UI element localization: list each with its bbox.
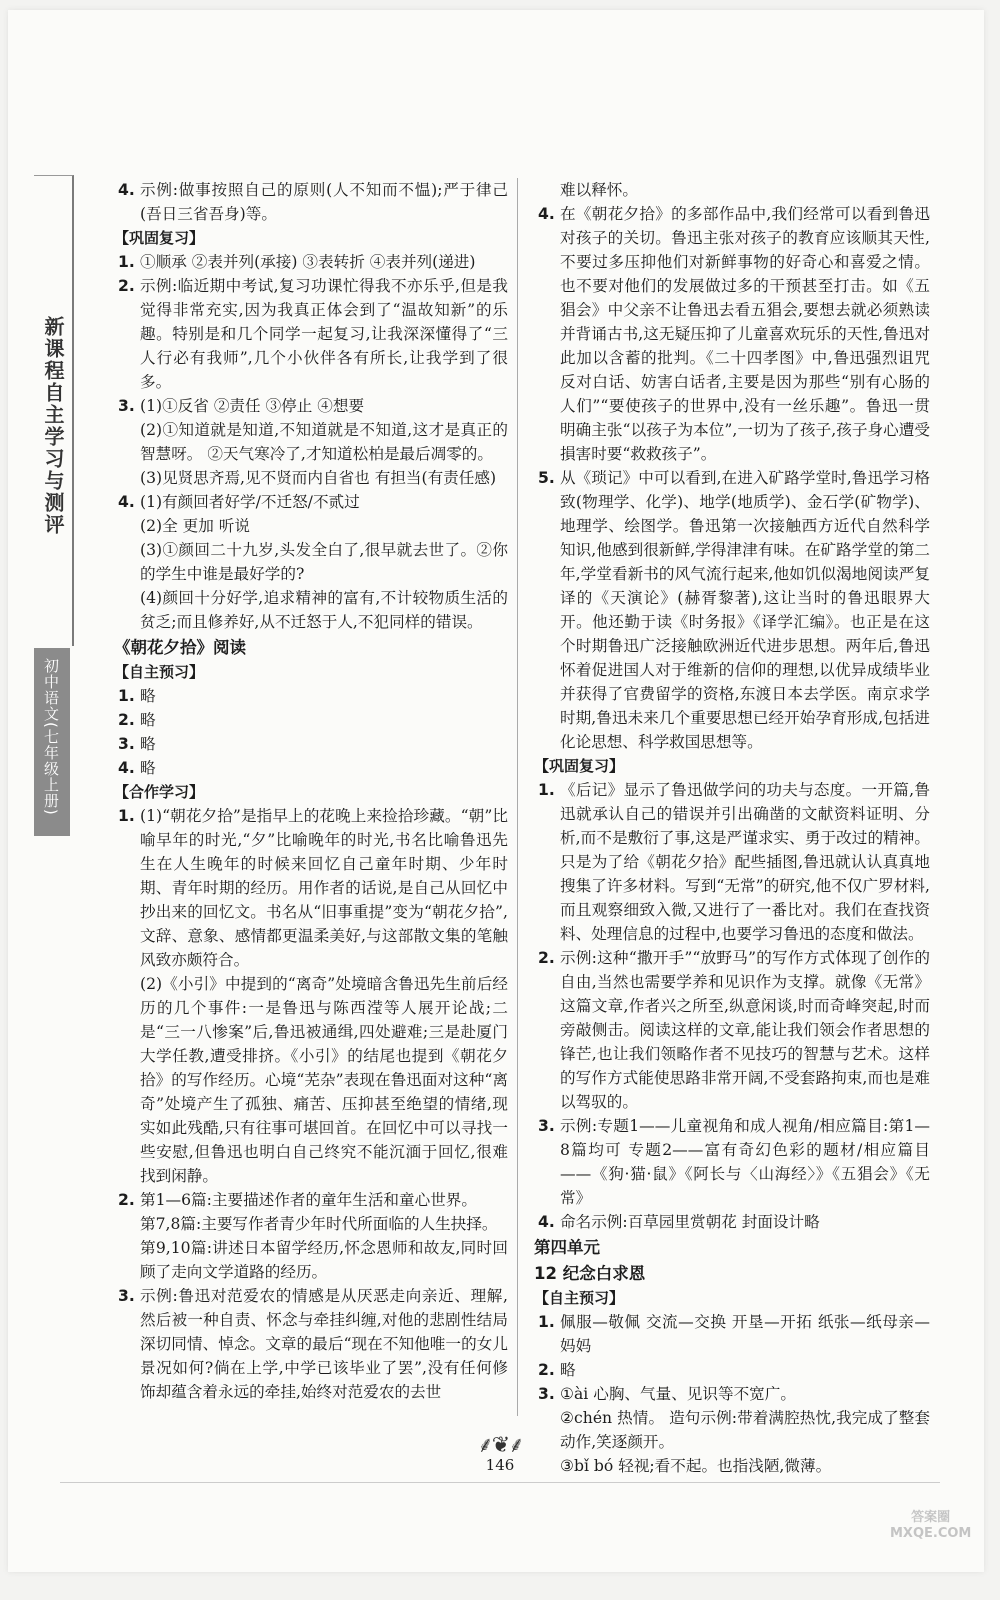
item-number: 4.: [118, 759, 135, 777]
item-number: 3.: [118, 735, 135, 753]
answer-item: [534, 778, 930, 946]
answer-item: [534, 1358, 930, 1382]
answer-item: [114, 250, 508, 274]
item-number: 2.: [538, 949, 555, 967]
subject-side-tab: [34, 648, 70, 836]
section-heading: 【自主预习】: [534, 1289, 625, 1307]
item-text: 示例:临近期中考试,复习功课忙得我不亦乐乎,但是我觉得非常充实,因为我真正体会到了“温故知新”的乐趣。特别是和几个同学一起复习,让我深深懂得了“三人行必有我师”,几个小伙伴各有所长,让我学到了很多。: [140, 277, 508, 391]
answer-item: [534, 202, 930, 466]
sub-answer: ③bǐ bó 轻视;看不起。也指浅陋,微薄。: [560, 1457, 832, 1475]
item-text: 略: [140, 735, 156, 753]
item-number: 1.: [118, 253, 135, 271]
series-side-tab: [34, 175, 74, 646]
answer-item: [114, 490, 508, 514]
answer-item: [534, 1114, 930, 1210]
answer-item: [114, 684, 508, 708]
sub-answer: ②chén 热情。 造句示例:带着满腔热忱,我完成了整套动作,笑逐颜开。: [560, 1409, 930, 1451]
section-heading: 【合作学习】: [114, 783, 205, 801]
right-column: [534, 178, 930, 1478]
item-text: 示例:这种“撒开手”“放野马”的写作方式体现了创作的自由,当然也需要学养和见识作为支撑。就像《无常》这篇文章,作者兴之所至,纵意闲谈,时而奇峰突起,时而旁敲侧击。阅读这样的文章,能让我们领会作者思想的锋芒,也让我们领略作者不见技巧的智慧与艺术。这样的写作方式能使思路非常开阔,不受套路拘束,而也是难以驾驭的。: [560, 949, 930, 1111]
answer-item: [114, 178, 508, 226]
column-divider: [517, 178, 518, 1416]
lesson-title: 12 纪念白求恩: [534, 1264, 646, 1283]
item-number: 3.: [118, 1287, 135, 1305]
sub-answer: (2)①知道就是知道,不知道就是不知道,这才是真正的智慧呀。 ②天气寒冷了,才知道松柏是最后凋零的。: [140, 421, 508, 463]
item-number: 1.: [538, 1313, 555, 1331]
item-number: 5.: [538, 469, 555, 487]
answer-item: [114, 708, 508, 732]
answer-item: [114, 732, 508, 756]
item-number: 1.: [118, 807, 135, 825]
answer-item: [114, 804, 508, 972]
section-heading: 【自主预习】: [114, 663, 205, 681]
answer-item: [114, 1188, 508, 1212]
sub-answer: 第9,10篇:讲述日本留学经历,怀念恩师和故友,同时回顾了走向文学道路的经历。: [140, 1239, 508, 1281]
sub-answer: (2)《小引》中提到的“离奇”处境暗含鲁迅先生前后经历的几个事件:一是鲁迅与陈西滢等人展开论战;二是“三一八惨案”后,鲁迅被通缉,四处避难;三是赴厦门大学任教,遭受排挤。《小引》的结尾也提到《朝花夕拾》的写作经历。心境“芜杂”表现在鲁迅面对这种“离奇”处境产生了孤独、痛苦、压抑甚至绝望的情绪,现实如此残酷,只有往事可堪回首。在回忆中可以寻找一些安慰,但鲁迅也明白自己终究不能沉湎于回忆,很难找到闲静。: [140, 975, 508, 1185]
lesson-title: 《朝花夕拾》阅读: [114, 638, 246, 657]
answer-item: [534, 1310, 930, 1358]
item-text: 命名示例:百草园里赏朝花 封面设计略: [560, 1213, 820, 1231]
answer-item: [114, 394, 508, 418]
sub-answer: (2)全 更加 听说: [140, 517, 250, 535]
page-footer: [440, 1433, 560, 1474]
item-number: 1.: [538, 781, 555, 799]
item-number: 1.: [118, 687, 135, 705]
answer-item: [114, 1284, 508, 1404]
watermark-line-2: MXQE.COM: [890, 1526, 972, 1541]
watermark: [890, 1510, 971, 1542]
item-text: 示例:鲁迅对范爱农的情感是从厌恶走向亲近、理解,然后被一种自责、怀念与牵挂纠缠,对他的悲剧性结局深切同情、悼念。文章的最后“现在不知他唯一的女儿景况如何?倘在上学,中学已该毕业了罢”,没有任何修饰却蕴含着永远的牵挂,始终对范爱农的去世: [140, 1287, 508, 1401]
watermark-line-1: 答案圈: [911, 1510, 951, 1525]
answer-item: [114, 274, 508, 394]
item-text: 略: [560, 1361, 576, 1379]
item-number: 3.: [538, 1385, 555, 1403]
item-number: 2.: [118, 277, 135, 295]
answer-item: [534, 1210, 930, 1234]
answer-item: [534, 1382, 930, 1406]
item-text: (1)①反省 ②责任 ③停止 ④想要: [140, 397, 365, 415]
item-text: 从《琐记》中可以看到,在进入矿路学堂时,鲁迅学习格致(物理学、化学)、地学(地质学)、金石学(矿物学)、地理学、绘图学。鲁迅第一次接触西方近代自然科学知识,他感到很新鲜,学得津津有味。在矿路学堂的第二年,学堂看新书的风气流行起来,他如饥似渴地阅读严复译的《天演论》(赫胥黎著),这让当时的鲁迅眼界大开。他还勤于读《时务报》《译学汇编》。也正是在这个时期鲁迅广泛接触欧洲近代进步思想。两年后,鲁迅怀着促进国人对于维新的信仰的理想,以优异成绩毕业并获得了官费留学的资格,东渡日本去学医。南京求学时期,鲁迅未来几个重要思想已经开始孕育形成,包括进化论思想、科学救国思想等。: [560, 469, 930, 751]
answer-item: [114, 756, 508, 780]
ornament-icon: ⸙❦⸙: [477, 1433, 523, 1458]
sub-answer: (3)见贤思齐焉,见不贤而内自省也 有担当(有责任感): [140, 469, 497, 487]
item-text: ①顺承 ②表并列(承接) ③表转折 ④表并列(递进): [140, 253, 476, 271]
item-number: 3.: [118, 397, 135, 415]
item-number: 4.: [118, 493, 135, 511]
item-text: ①ài 心胸、气量、见识等不宽广。: [560, 1385, 796, 1403]
item-text: 示例:做事按照自己的原则(人不知而不愠);严于律己(吾日三省吾身)等。: [140, 181, 508, 223]
item-text: 第1—6篇:主要描述作者的童年生活和童心世界。: [140, 1191, 477, 1209]
lesson-title: 第四单元: [534, 1238, 600, 1257]
item-text: 略: [140, 711, 156, 729]
item-number: 4.: [538, 1213, 555, 1231]
item-number: 2.: [538, 1361, 555, 1379]
footer-rule: [60, 1482, 940, 1483]
sub-answer: 第7,8篇:主要写作者青少年时代所面临的人生抉择。: [140, 1215, 498, 1233]
item-number: 4.: [538, 205, 555, 223]
item-number: 3.: [538, 1117, 555, 1135]
item-text: 略: [140, 687, 156, 705]
item-number: 2.: [118, 711, 135, 729]
answer-item: [534, 946, 930, 1114]
item-text: 《后记》显示了鲁迅做学问的功夫与态度。一开篇,鲁迅就承认自己的错误并引出确凿的文献资料证明、分析,而不是敷衍了事,这是严谨求实、勇于改过的精神。只是为了给《朝花夕拾》配些插图,鲁迅就认认真真地搜集了许多材料。写到“无常”的研究,他不仅广罗材料,而且观察细致入微,又进行了一番比对。我们在查找资料、处理信息的过程中,也要学习鲁迅的态度和做法。: [560, 781, 930, 943]
page-number: 146: [485, 1456, 515, 1474]
section-heading: 【巩固复习】: [114, 229, 205, 247]
item-number: 2.: [118, 1191, 135, 1209]
subject-label: 初中语文(七年级上册): [42, 658, 60, 816]
series-title: 新课程自主学习与测评: [41, 316, 65, 536]
section-heading: 【巩固复习】: [534, 757, 625, 775]
answer-item: [534, 466, 930, 754]
left-column: [114, 178, 508, 1404]
item-text: 佩服—敬佩 交流—交换 开垦—开拓 纸张—纸母亲—妈妈: [560, 1313, 930, 1355]
item-text: 略: [140, 759, 156, 777]
item-text: (1)有颜回者好学/不迁怒/不贰过: [140, 493, 360, 511]
item-text: 在《朝花夕拾》的多部作品中,我们经常可以看到鲁迅对孩子的关切。鲁迅主张对孩子的教育应该顺其天性,不要过多压抑他们对新鲜事物的好奇心和喜爱之情。也不要对他们的发展做过多的干预甚至打击。如《五猖会》中父亲不让鲁迅去看五猖会,要想去就必须熟读并背诵古书,这无疑压抑了儿童喜欢玩乐的天性,鲁迅对此加以含蓄的批判。《二十四孝图》中,鲁迅强烈诅咒反对白话、妨害白话者,主要是因为那些“别有心肠的人们”“要使孩子的世界中,没有一丝乐趣”。鲁迅一贯明确主张“以孩子为本位”,一切为了孩子,孩子身心遭受損害时要“救救孩子”。: [560, 205, 930, 463]
item-text: (1)“朝花夕拾”是指早上的花晚上来捡拾珍藏。“朝”比喻早年的时光,“夕”比喻晚年的时光,书名比喻鲁迅先生在人生晚年的时候来回忆自己童年时期、少年时期、青年时期的经历。用作者的话说,是自己从回忆中抄出来的回忆文。书名从“旧事重提”变为“朝花夕拾”,文辞、意象、感情都更温柔美好,与这部散文集的笔触风致亦颇符合。: [140, 807, 508, 969]
sub-answer: (3)①颜回二十九岁,头发全白了,很早就去世了。②你的学生中谁是最好学的?: [140, 541, 508, 583]
sub-answer: (4)颜回十分好学,追求精神的富有,不计较物质生活的贫乏;而且修养好,从不迁怒于人,不犯同样的错误。: [140, 589, 508, 631]
item-number: 4.: [118, 181, 135, 199]
sub-answer: 难以释怀。: [560, 181, 638, 199]
item-text: 示例:专题1——儿童视角和成人视角/相应篇目:第1—8篇均可 专题2——富有奇幻色彩的题材/相应篇目——《狗·猫·鼠》《阿长与〈山海经〉》《五猖会》《无常》: [560, 1117, 930, 1207]
